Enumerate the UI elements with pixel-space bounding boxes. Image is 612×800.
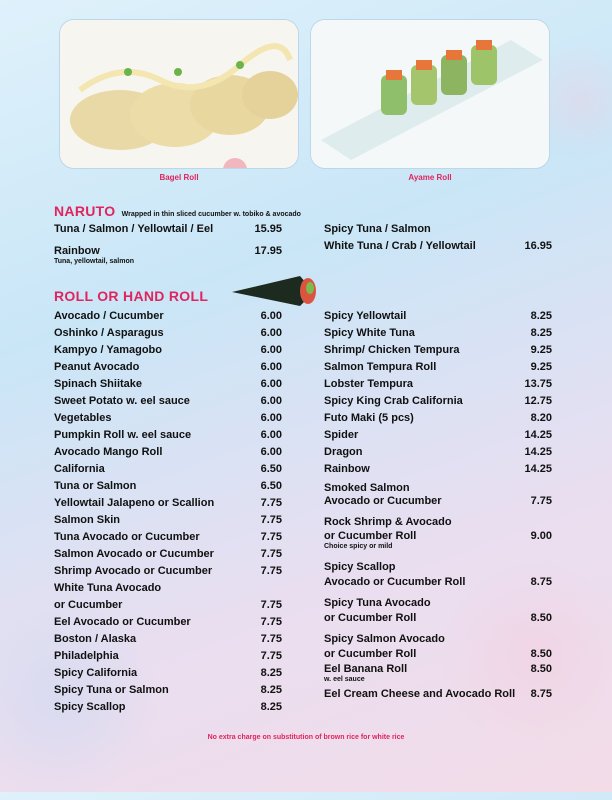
- item-price: 14.25: [524, 463, 552, 475]
- item-name: Lobster Tempura: [324, 378, 414, 390]
- item-name: Tuna / Salmon / Yellowtail / Eel: [54, 223, 214, 235]
- ayame-roll-caption: Ayame Roll: [408, 173, 452, 182]
- item-name: Pumpkin Roll w. eel sauce: [54, 429, 192, 441]
- item-name: Avocado or Cucumber Roll: [324, 576, 466, 588]
- item-note: Choice spicy or mild: [324, 543, 393, 550]
- item-name: Spicy Tuna Avocado: [324, 597, 431, 609]
- item-name: Spicy Salmon Avocado: [324, 633, 445, 645]
- item-price: 8.25: [530, 327, 552, 339]
- item-price: 8.75: [530, 688, 552, 700]
- item-name: Tuna Avocado or Cucumber: [54, 531, 200, 543]
- item-price: 9.25: [530, 344, 552, 356]
- item-name: Oshinko / Asparagus: [54, 327, 164, 339]
- item-price: 7.75: [260, 548, 282, 560]
- background-blossom: [440, 560, 612, 750]
- item-name: Tuna or Salmon: [54, 480, 137, 492]
- item-price: 7.75: [260, 514, 282, 526]
- item-price: 9.25: [530, 361, 552, 373]
- item-price: 16.95: [524, 240, 552, 252]
- item-price: 7.75: [260, 633, 282, 645]
- item-price: 6.00: [260, 378, 282, 390]
- item-name: Peanut Avocado: [54, 361, 140, 373]
- item-name: or Cucumber: [54, 599, 123, 611]
- item-price: 6.00: [260, 361, 282, 373]
- hand-roll-illustration: [230, 270, 320, 310]
- item-price: 8.25: [260, 667, 282, 679]
- item-price: 6.00: [260, 429, 282, 441]
- item-name: Futo Maki (5 pcs): [324, 412, 414, 424]
- item-price: 7.75: [260, 497, 282, 509]
- item-price: 6.00: [260, 327, 282, 339]
- item-name: White Tuna / Crab / Yellowtail: [324, 240, 476, 252]
- item-name: Yellowtail Jalapeno or Scallion: [54, 497, 215, 509]
- item-price: 8.50: [530, 612, 552, 624]
- item-price: 6.00: [260, 344, 282, 356]
- item-price: 8.25: [260, 684, 282, 696]
- item-name: Avocado or Cucumber: [324, 495, 442, 507]
- item-price: 14.25: [524, 446, 552, 458]
- item-name: Spicy Yellowtail: [324, 310, 407, 322]
- item-name: Spinach Shiitake: [54, 378, 143, 390]
- item-price: 8.25: [530, 310, 552, 322]
- item-price: 6.00: [260, 446, 282, 458]
- item-name: Salmon Skin: [54, 514, 121, 526]
- bagel-roll-photo: [60, 20, 298, 168]
- item-price: 7.75: [260, 616, 282, 628]
- item-name: or Cucumber Roll: [324, 530, 417, 542]
- item-price: 9.00: [530, 530, 552, 542]
- footer-note: No extra charge on substitution of brown rice for white rice: [207, 734, 405, 741]
- item-name: Philadelphia: [54, 650, 119, 662]
- ayame-roll-photo: [311, 20, 549, 168]
- item-price: 8.25: [260, 701, 282, 713]
- item-name: Spicy King Crab California: [324, 395, 463, 407]
- item-name: Sweet Potato w. eel sauce: [54, 395, 190, 407]
- item-name: Spicy California: [54, 667, 138, 679]
- item-price: 6.00: [260, 310, 282, 322]
- item-name: Salmon Tempura Roll: [324, 361, 437, 373]
- item-name: Eel Banana Roll: [324, 663, 408, 675]
- item-price: 6.00: [260, 412, 282, 424]
- item-price: 7.75: [530, 495, 552, 507]
- item-price: 7.75: [260, 599, 282, 611]
- item-price: 15.95: [254, 223, 282, 235]
- item-price: 6.50: [260, 480, 282, 492]
- item-note: Tuna, yellowtail, salmon: [54, 258, 134, 265]
- item-name: Boston / Alaska: [54, 633, 137, 645]
- item-name: Eel Avocado or Cucumber: [54, 616, 191, 628]
- item-name: Rainbow: [324, 463, 370, 475]
- item-name: Salmon Avocado or Cucumber: [54, 548, 214, 560]
- item-name: Kampyo / Yamagobo: [54, 344, 162, 356]
- naruto-description: Wrapped in thin sliced cucumber w. tobiko & avocado: [121, 211, 301, 218]
- background-blossom: [0, 600, 160, 800]
- item-name: Shrimp/ Chicken Tempura: [324, 344, 460, 356]
- item-price: 14.25: [524, 429, 552, 441]
- item-price: 8.50: [530, 663, 552, 675]
- item-name: Spicy Tuna or Salmon: [54, 684, 169, 696]
- item-name: Spicy Scallop: [324, 561, 396, 573]
- item-price: 8.75: [530, 576, 552, 588]
- item-name: Rock Shrimp & Avocado: [324, 516, 452, 528]
- item-name: Shrimp Avocado or Cucumber: [54, 565, 213, 577]
- item-name: or Cucumber Roll: [324, 648, 417, 660]
- item-price: 7.75: [260, 650, 282, 662]
- item-name: Spicy Tuna / Salmon: [324, 223, 431, 235]
- item-name: Spider: [324, 429, 359, 441]
- naruto-heading: [54, 203, 301, 219]
- item-name: Vegetables: [54, 412, 112, 424]
- item-name: California: [54, 463, 105, 475]
- item-name: Avocado Mango Roll: [54, 446, 163, 458]
- item-name: Avocado / Cucumber: [54, 310, 164, 322]
- item-name: Spicy White Tuna: [324, 327, 415, 339]
- item-name: Dragon: [324, 446, 363, 458]
- item-price: 8.50: [530, 648, 552, 660]
- naruto-title: NARUTO: [54, 203, 116, 219]
- roll-heading: ROLL OR HAND ROLL: [54, 288, 209, 304]
- item-name: Eel Cream Cheese and Avocado Roll: [324, 688, 516, 700]
- item-name: Rainbow: [54, 245, 100, 257]
- item-price: 17.95: [254, 245, 282, 257]
- item-price: 8.20: [530, 412, 552, 424]
- item-name: or Cucumber Roll: [324, 612, 417, 624]
- item-name: White Tuna Avocado: [54, 582, 162, 594]
- item-price: 6.00: [260, 395, 282, 407]
- item-price: 7.75: [260, 565, 282, 577]
- item-price: 7.75: [260, 531, 282, 543]
- item-note: w. eel sauce: [324, 676, 365, 683]
- bagel-roll-caption: Bagel Roll: [159, 173, 199, 182]
- item-name: Smoked Salmon: [324, 482, 410, 494]
- item-price: 12.75: [524, 395, 552, 407]
- item-price: 6.50: [260, 463, 282, 475]
- item-name: Spicy Scallop: [54, 701, 126, 713]
- item-price: 13.75: [524, 378, 552, 390]
